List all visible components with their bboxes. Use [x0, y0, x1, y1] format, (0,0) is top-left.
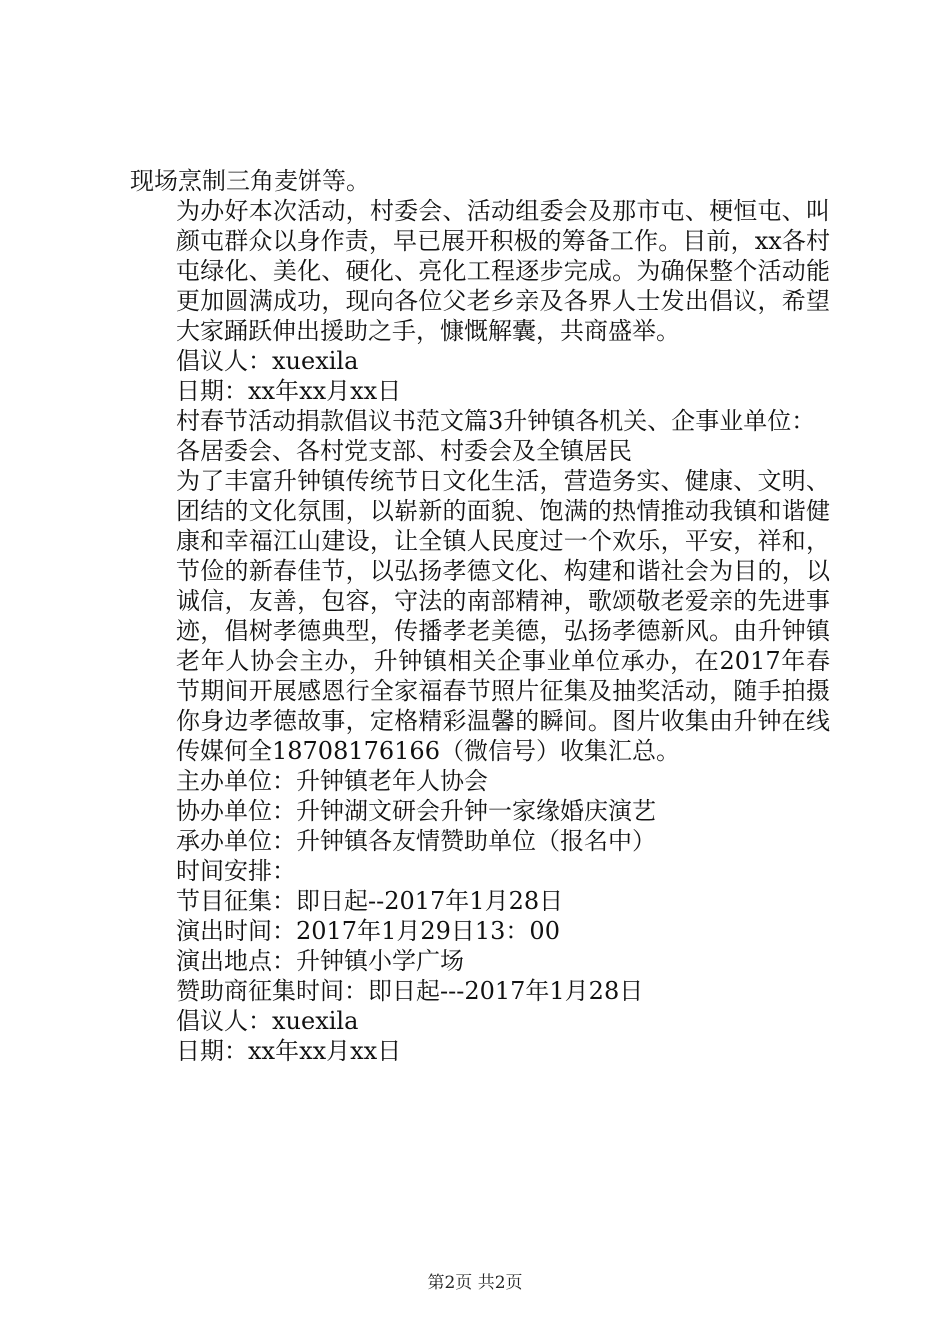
- undertaker-line: 承办单位：升钟镇各友情赞助单位（报名中）: [176, 827, 656, 855]
- text-line: 现场烹制三角麦饼等。: [130, 167, 370, 195]
- co-organizer-line: 协办单位：升钟湖文研会升钟一家缘婚庆演艺: [176, 797, 656, 825]
- paragraph-preparation: 为办好本次活动，村委会、活动组委会及那市屯、梗恒屯、叫颜屯群众以身作责，早已展开积极的筹备工作。目前，xx各村屯绿化、美化、硬化、亮化工程逐步完成。为确保整个活动能更加圆满成功，现向各位父老乡亲及各界人士发出倡议，希望大家踊跃伸出援助之手，慷慨解囊，共商盛举。: [176, 197, 830, 345]
- proposer-line: 倡议人：xuexila: [176, 347, 359, 375]
- proposer-line: 倡议人：xuexila: [176, 1007, 359, 1035]
- document-body: [130, 166, 830, 1066]
- section-heading: 村春节活动捐款倡议书范文篇3升钟镇各机关、企事业单位：: [176, 407, 816, 435]
- performance-location-line: 演出地点：升钟镇小学广场: [176, 947, 464, 975]
- page-footer: 第2页 共2页: [427, 1273, 523, 1293]
- paragraph-activity: 为了丰富升钟镇传统节日文化生活，营造务实、健康、文明、团结的文化氛围，以崭新的面貌、饱满的热情推动我镇和谐健康和幸福江山建设，让全镇人民度过一个欢乐，平安，祥和，节俭的新春佳节，以弘扬孝德文化、构建和谐社会为目的，以诚信，友善，包容，守法的南部精神，歌颂敬老爱亲的先进事迹，倡树孝德典型，传播孝老美德，弘扬孝德新风。由升钟镇老年人协会主办，升钟镇相关企事业单位承办，在2017年春节期间开展感恩行全家福春节照片征集及抽奖活动，随手拍摄你身边孝德故事，定格精彩温馨的瞬间。图片收集由升钟在线传媒何全18708176166（微信号）收集汇总。: [176, 467, 830, 765]
- date-line: 日期：xx年xx月xx日: [176, 1037, 402, 1065]
- sponsor-collection-line: 赞助商征集时间：即日起---2017年1月28日: [176, 977, 644, 1005]
- host-line: 主办单位：升钟镇老年人协会: [176, 767, 488, 795]
- schedule-heading: 时间安排：: [176, 857, 296, 885]
- recipients-line: 各居委会、各村党支部、村委会及全镇居民: [176, 437, 632, 465]
- program-collection-line: 节目征集：即日起--2017年1月28日: [176, 887, 564, 915]
- date-line: 日期：xx年xx月xx日: [176, 377, 402, 405]
- performance-time-line: 演出时间：2017年1月29日13：00: [176, 917, 560, 945]
